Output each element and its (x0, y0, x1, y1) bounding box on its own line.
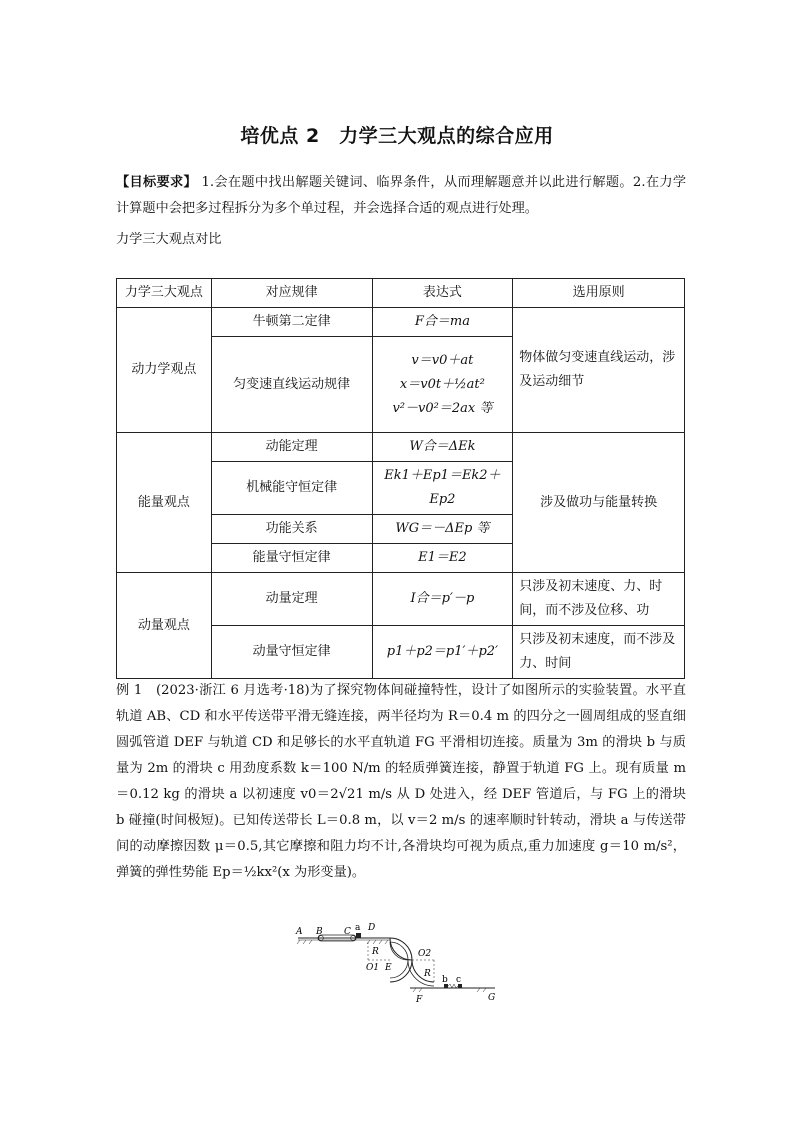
label-O1: O1 (366, 963, 380, 973)
law-mech-energy: 机械能守恒定律 (211, 462, 372, 515)
header-cell: 对应规律 (211, 279, 372, 308)
principle-energy: 涉及做功与能量转换 (513, 433, 685, 573)
example-label: 例 1 (116, 683, 143, 698)
law-uniform-accel: 匀变速直线运动规律 (211, 337, 372, 433)
law-momentum-conservation: 动量守恒定律 (211, 626, 372, 679)
label-R2: R (424, 969, 431, 979)
principle-momentum-conservation: 只涉及初末速度，而不涉及力、时间 (513, 626, 685, 679)
expr-displacement: x＝v0t＋½at² (399, 376, 485, 392)
label-b: b (442, 975, 448, 985)
label-G: G (488, 993, 496, 1003)
expr-velocity-squared: v²－v0²＝2ax 等 (392, 400, 493, 416)
label-B: B (316, 927, 323, 937)
table-row (117, 573, 685, 626)
example-paragraph (116, 678, 686, 886)
header-cell: 选用原则 (513, 279, 685, 308)
label-A: A (296, 927, 303, 937)
label-c: c (456, 975, 462, 985)
label-F: F (416, 995, 423, 1005)
table-row (117, 308, 685, 337)
label-O2: O2 (418, 949, 432, 959)
expr-mech-energy: Ek1＋Ep1＝Ek2＋Ep2 (372, 462, 513, 515)
expr-impulse: I合＝p′－p (372, 573, 513, 626)
law-kinetic-energy: 动能定理 (211, 433, 372, 462)
goals-label: 【目标要求】 (116, 175, 198, 190)
law-energy-conservation: 能量守恒定律 (211, 544, 372, 573)
principle-dynamics: 物体做匀变速直线运动，涉及运动细节 (513, 308, 685, 433)
table-row (117, 433, 685, 462)
principle-impulse: 只涉及初末速度、力、时间，而不涉及位移、功 (513, 573, 685, 626)
experiment-apparatus-diagram (290, 918, 505, 1008)
goals-text: 1.会在题中找出解题关键词、临界条件，从而理解题意并以此进行解题。2.在力学计算题中会把多过程拆分为多个单过程，并会选择合适的观点进行处理。 (116, 175, 687, 216)
expr-momentum-conservation: p1＋p2＝p1′＋p2′ (372, 626, 513, 679)
expr-work-energy: WG＝－ΔEp 等 (372, 515, 513, 544)
expr-kinetic-energy: W合＝ΔEk (372, 433, 513, 462)
header-cell: 力学三大观点 (117, 279, 212, 308)
law-work-energy: 功能关系 (211, 515, 372, 544)
compare-heading: 力学三大观点对比 (116, 232, 222, 247)
expr-uniform-accel (372, 337, 513, 433)
mechanics-views-table (116, 278, 685, 679)
example-text: (2023·浙江 6 月选考·18)为了探究物体间碰撞特性，设计了如图所示的实验装置。水平直轨道 AB、CD 和水平传送带平滑无缝连接，两半径均为 R＝0.4 m 的四分之一圆周组成的竖直细圆弧管道 DEF 与轨道 CD 和足够长的水平直轨道 FG 平滑相切连接。质量为 3m 的滑块 b 与质量为 2m 的滑块 c 用劲度系数 k＝100 N/m 的轻质弹簧连接，静置于轨道 FG 上。现有质量 m＝0.12 kg 的滑块 a 以初速度 v0＝2√21 m/s 从 D 处进入，经 DEF 管道后，与 FG 上的滑块 b 碰撞(时间极短)。已知传送带长 L＝0.8 m，以 v＝2 m/s 的速率顺时针转动，滑块 a 与传送带间的动摩擦因数 μ＝0.5,其它摩擦和阻力均不计,各滑块均可视为质点,重力加速度 g＝10 m/s²，弹簧的弹性势能 Ep＝½kx²(x 为形变量)。 (116, 683, 686, 880)
page-title: 培优点 2 力学三大观点的综合应用 (240, 125, 554, 147)
expr-energy-conservation: E1＝E2 (372, 544, 513, 573)
label-E: E (385, 963, 392, 973)
label-C: C (344, 927, 351, 937)
label-a: a (355, 923, 361, 933)
view-momentum: 动量观点 (117, 573, 212, 679)
header-cell: 表达式 (372, 279, 513, 308)
law-impulse: 动量定理 (211, 573, 372, 626)
view-energy: 能量观点 (117, 433, 212, 573)
law-newton2: 牛顿第二定律 (211, 308, 372, 337)
expr-newton2: F合＝ma (372, 308, 513, 337)
table-header-row (117, 279, 685, 308)
view-dynamics: 动力学观点 (117, 308, 212, 433)
label-D: D (368, 923, 376, 933)
expr-velocity: v＝v0＋at (411, 352, 474, 368)
label-R1: R (372, 947, 379, 957)
goals-paragraph (116, 170, 686, 222)
